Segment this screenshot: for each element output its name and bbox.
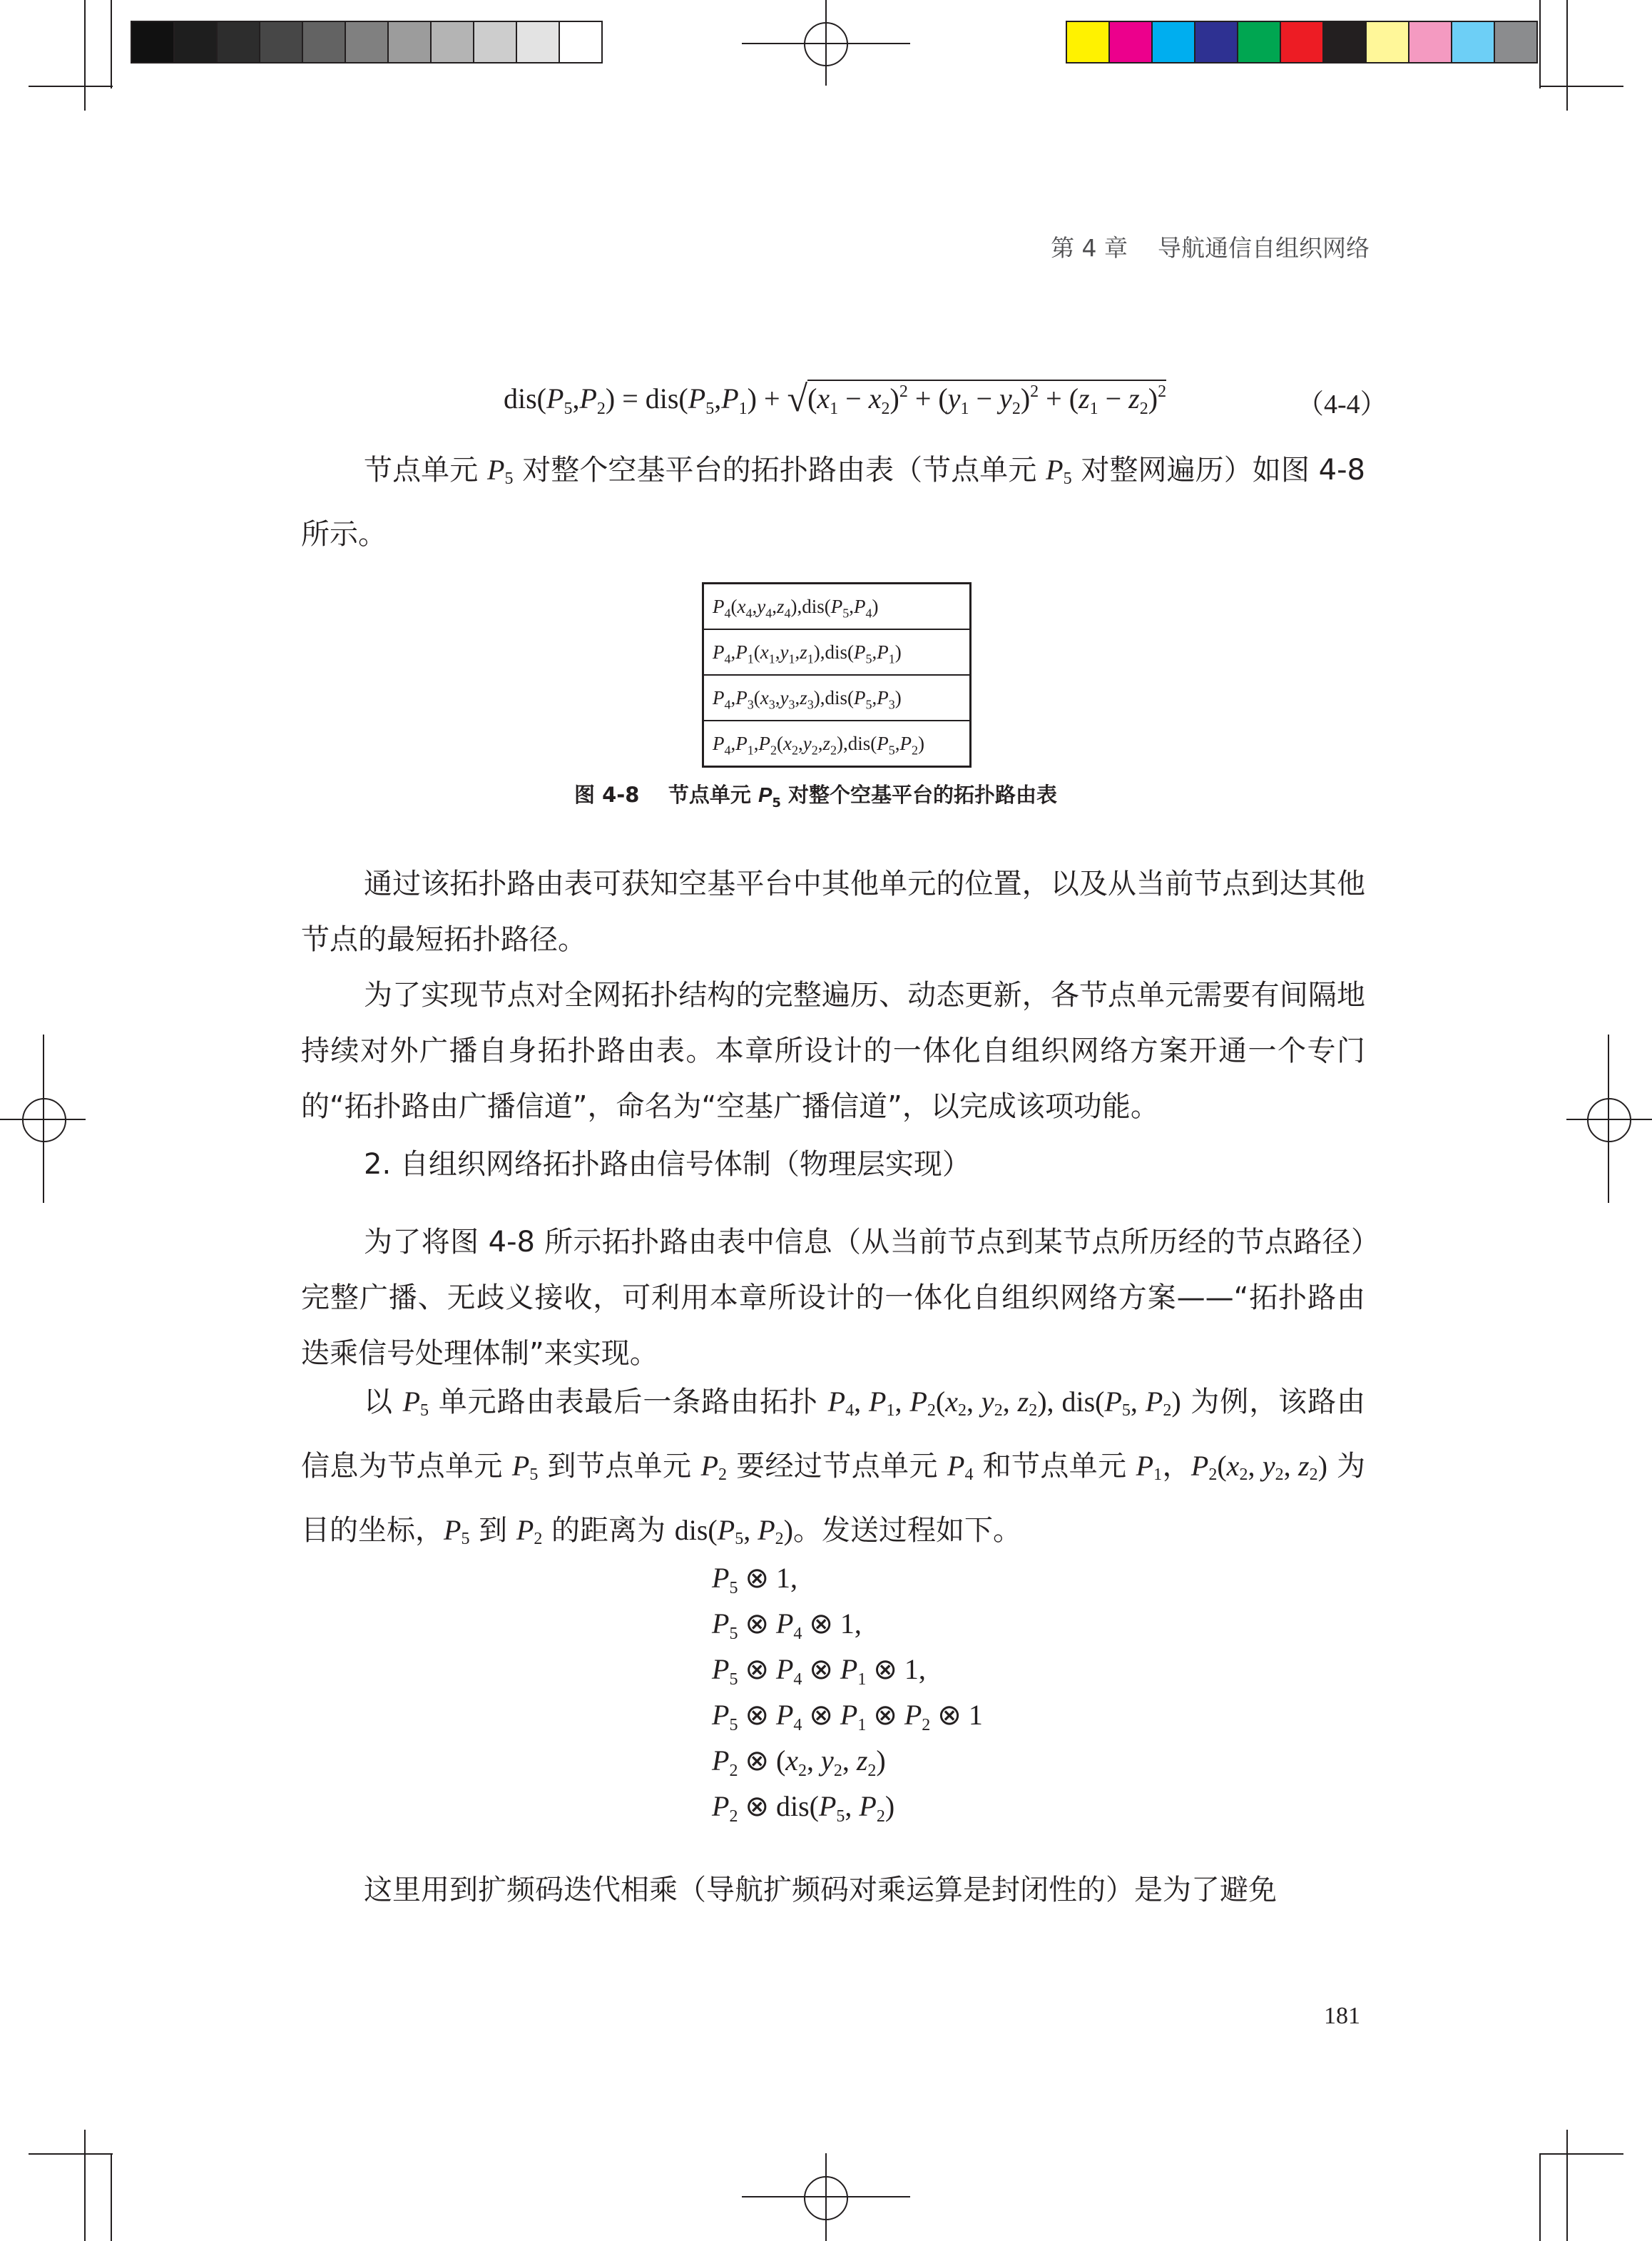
sequence-line: $P_5$ ⊗ $P_4$ ⊗ $P_1$ ⊗ 1, — [712, 1653, 926, 1689]
color-swatch — [345, 21, 389, 63]
color-swatch — [430, 21, 474, 63]
color-swatch — [1451, 21, 1495, 63]
color-swatch — [1151, 21, 1195, 63]
sequence-line: $P_5$ ⊗ 1, — [712, 1562, 797, 1597]
paragraph-route-example: 以 $P_5$ 单元路由表最后一条路由拓扑 $P_4$, $P_1$, $P_2(x_2$, $y_2$, $z_2$), $dis(P_5$, $P_2$) 为例，该路由信息为节点单元 $P_5$ 到节点单元 $P_2$ 要经过节点单元 $P_4$ 和节点单元 $P_1$，$P_2(x_2$, $y_2$, $z_2$) 为目的坐标，$P_5$ 到 $P_2$ 的距离为 $dis(P_5$, $P_2$)。发送过程如下。 — [301, 1386, 1366, 1548]
route-table-row: $P_4(x_4,y_4,z_4),dis(P_5,P_4)$ — [704, 584, 969, 630]
color-swatch — [216, 21, 260, 63]
color-swatch — [1365, 21, 1409, 63]
color-swatch — [259, 21, 303, 63]
color-swatch — [1066, 21, 1110, 63]
equation-number: （4-4） — [1297, 390, 1387, 420]
paragraph-broadcast-channel: 为了实现节点对全网拓扑结构的完整遍历、动态更新，各节点单元需要有间隔地持续对外广播自身拓扑路由表。本章所设计的一体化自组织网络方案开通一个专门的“拓扑路由广播信道”，命名为“空基广播信道”，以完成该项功能。 — [301, 979, 1365, 1123]
color-swatch — [1194, 21, 1238, 63]
color-swatch — [1322, 21, 1367, 63]
cmyk-color-bar — [1066, 21, 1536, 63]
color-swatch — [302, 21, 346, 63]
sequence-line: $P_2$ ⊗ $dis(P_5$, $P_2$) — [712, 1790, 895, 1826]
color-swatch — [131, 21, 175, 63]
color-swatch — [173, 21, 218, 63]
sequence-line: $P_5$ ⊗ $P_4$ ⊗ 1, — [712, 1607, 862, 1643]
running-head: 第 4 章 导航通信自组织网络 — [1051, 234, 1370, 262]
figure-caption: 图 4-8 节点单元 $P_5$ 对整个空基平台的拓扑路由表 — [574, 783, 1057, 810]
route-table-row: $P_4,P_3(x_3,y_3,z_3),dis(P_5,P_3)$ — [704, 676, 969, 721]
page-number: 181 — [1324, 2003, 1360, 2029]
color-swatch — [516, 21, 560, 63]
color-swatch — [1237, 21, 1281, 63]
paragraph-spreading-code: 这里用到扩频码迭代相乘（导航扩频码对乘运算是封闭性的）是为了避免 — [364, 1874, 1277, 1906]
section-heading: 2. 自组织网络拓扑路由信号体制（物理层实现） — [364, 1148, 971, 1181]
route-table-figure — [702, 582, 972, 768]
paragraph-signal-scheme: 为了将图 4-8 所示拓扑路由表中信息（从当前节点到某节点所历经的节点路径）完整广播、无歧义接收，可利用本章所设计的一体化自组织网络方案——“拓扑路由迭乘信号处理体制”来实现。 — [301, 1226, 1365, 1370]
color-swatch — [1494, 21, 1538, 63]
color-swatch — [1280, 21, 1324, 63]
sequence-line: $P_2$ ⊗ ($x_2$, $y_2$, $z_2$) — [712, 1744, 886, 1780]
sequence-line: $P_5$ ⊗ $P_4$ ⊗ $P_1$ ⊗ $P_2$ ⊗ 1 — [712, 1699, 983, 1734]
route-table-row: $P_4,P_1,P_2(x_2,y_2,z_2),dis(P_5,P_2)$ — [713, 733, 924, 758]
color-swatch — [559, 21, 603, 63]
color-swatch — [473, 21, 517, 63]
route-table-row: $P_4,P_1(x_1,y_1,z_1),dis(P_5,P_1)$ — [704, 630, 969, 676]
grayscale-color-bar — [131, 21, 601, 63]
paragraph-route-table-intro: 节点单元 $P_5$ 对整个空基平台的拓扑路由表（节点单元 $P_5$ 对整网遍历）如图 4-8 所示。 — [301, 454, 1366, 551]
equation-4-4: $dis(P_5,P_2) = dis(P_5,P_1) + √(x_1 - x_2)^2 + (y_1 - y_2)^2 + (z_1 - z_2)^2$ — [504, 379, 1167, 420]
color-swatch — [387, 21, 432, 63]
color-swatch — [1408, 21, 1452, 63]
color-swatch — [1108, 21, 1153, 63]
paragraph-route-table-purpose: 通过该拓扑路由表可获知空基平台中其他单元的位置，以及从当前节点到达其他节点的最短拓扑路径。 — [301, 868, 1365, 956]
